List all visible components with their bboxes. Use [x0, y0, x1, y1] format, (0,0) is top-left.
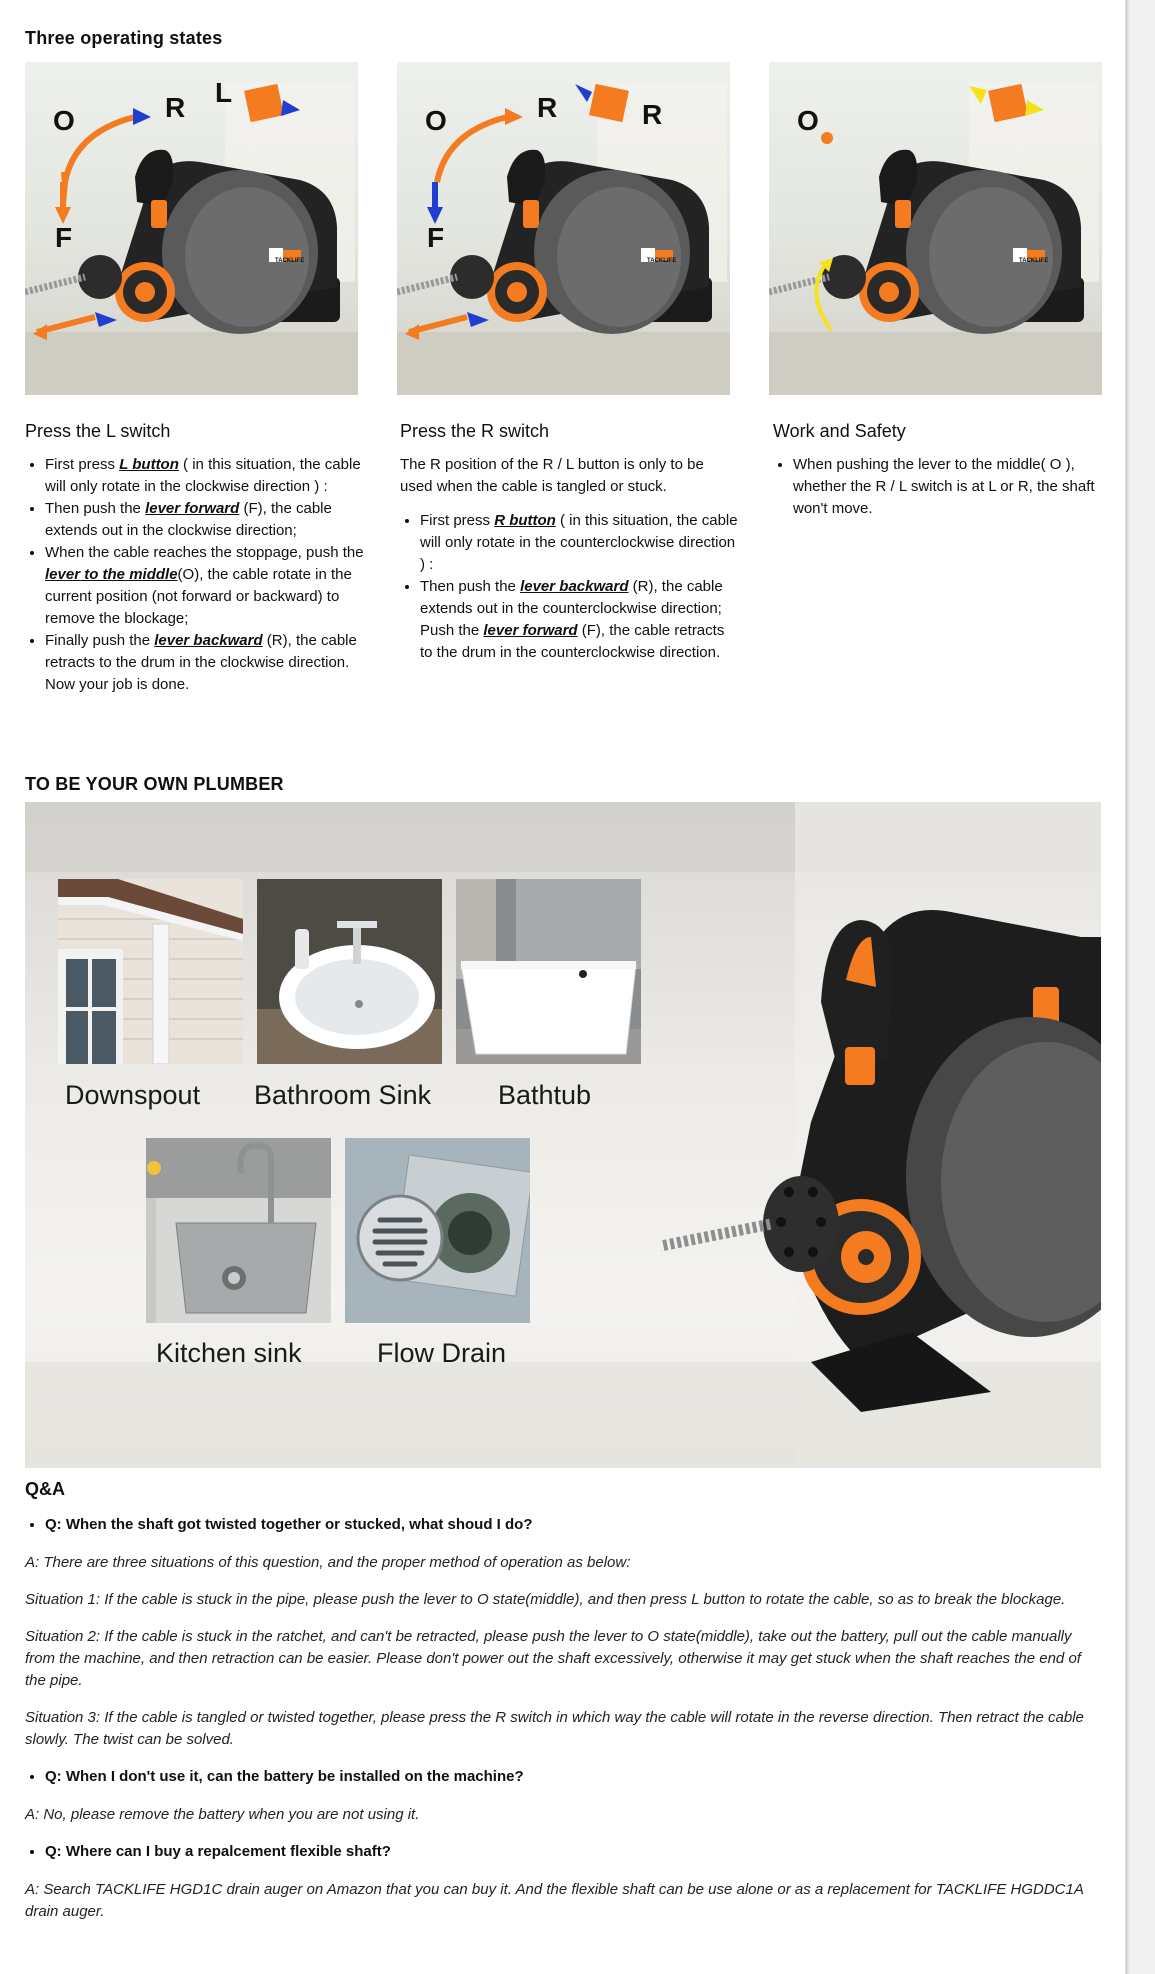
label-o: O: [797, 105, 819, 136]
work-safety-column: [773, 418, 1113, 520]
brand-label: TACKLIFE: [647, 258, 677, 264]
tile-label-kitchen-sink: Kitchen sink: [156, 1338, 302, 1368]
tile-bathtub-image: [456, 879, 641, 1064]
label-o: O: [425, 105, 447, 136]
list-item: • When the cable reaches the stoppage, push the lever to the middle(O), the cable rotate in the current position (not forward or backward) to remove the blockage;: [45, 542, 365, 630]
tile-label-bathroom-sink: Bathroom Sink: [254, 1080, 432, 1110]
list-item: • First press L button ( in this situation, the cable will only rotate in the clockwise direction ) :: [45, 454, 365, 498]
r-switch-steps: [400, 510, 740, 664]
list-item: • Then push the lever backward (R), the cable extends out in the counterclockwise direction; Push the lever forward (F), the cable retracts to the drum in the counterclockwise direction.: [420, 576, 740, 664]
qa-question-2: [25, 1766, 1105, 1788]
label-r: R: [537, 92, 558, 123]
question: • Q: When I don't use it, can the battery be installed on the machine?: [45, 1766, 1105, 1788]
question: • Q: When the shaft got twisted together or stucked, what shoud I do?: [45, 1514, 1105, 1536]
tile-kitchen-sink-image: [146, 1138, 331, 1323]
r-switch-title: Press the R switch: [400, 421, 550, 441]
answer-situation-2: Situation 2: If the cable is stuck in the ratchet, and can't be retracted, please push the lever to O state(middle), take out the battery, pull out the cable manually from the machine, and then retraction can be easier. Please don't power out the shaft excessively, otherwise it may get stuck when the shaft reaches the end of the pipe.: [25, 1628, 1081, 1689]
qa-heading: Q&A: [25, 1479, 65, 1499]
qa-section: [25, 1478, 1105, 1938]
state-image-r-switch: [397, 62, 730, 395]
list-item: • When pushing the lever to the middle( O ), whether the R / L switch is at L or R, the shaft won't move.: [793, 454, 1113, 520]
drain-auger-large-graphic: [661, 892, 1101, 1412]
tile-flow-drain-image: [345, 1138, 530, 1323]
brand-label: TACKLIFE: [1019, 258, 1049, 264]
plumber-heading: TO BE YOUR OWN PLUMBER: [25, 774, 284, 794]
work-safety-title: Work and Safety: [773, 421, 906, 441]
three-states-heading: Three operating states: [25, 28, 223, 48]
qa-question-1: [25, 1514, 1105, 1536]
label-f: F: [427, 222, 445, 253]
l-switch-column: [25, 418, 365, 696]
tile-label-flow-drain: Flow Drain: [377, 1338, 507, 1368]
answer-3: A: Search TACKLIFE HGD1C drain auger on Amazon that you can buy it. And the flexible shaft can be use alone or as a replacement for TACKLIFE HGDDC1A drain auger.: [25, 1881, 1084, 1920]
answer-2: A: No, please remove the battery when you are not using it.: [25, 1806, 420, 1823]
state-image-work-safety: [769, 62, 1102, 395]
list-item: • Then push the lever forward (F), the cable extends out in the clockwise direction;: [45, 498, 365, 542]
label-r-switch: R: [642, 99, 663, 130]
r-switch-intro: The R position of the R / L button is only to be used when the cable is tangled or stuck.: [400, 456, 704, 495]
answer-situation-3: Situation 3: If the cable is tangled or twisted together, please press the R switch in which way the cable will rotate in the reverse direction. Then retract the cable slowly. The twist can be solved.: [25, 1709, 1084, 1748]
r-switch-column: [400, 418, 740, 664]
applications-banner: [25, 802, 1101, 1468]
brand-label: TACKLIFE: [275, 258, 305, 264]
state-image-l-switch: [25, 62, 358, 395]
l-switch-title: Press the L switch: [25, 421, 171, 441]
list-item: • First press R button ( in this situation, the cable will only rotate in the counterclockwise direction ) :: [420, 510, 740, 576]
answer-intro: A: There are three situations of this question, and the proper method of operation as below:: [25, 1554, 631, 1571]
l-switch-steps: [25, 454, 365, 696]
work-safety-list: [773, 454, 1113, 520]
qa-question-3: [25, 1841, 1105, 1863]
question: • Q: Where can I buy a repalcement flexible shaft?: [45, 1841, 1105, 1863]
list-item: • Finally push the lever backward (R), the cable retracts to the drum in the clockwise direction. Now your job is done.: [45, 630, 365, 696]
tile-label-downspout: Downspout: [65, 1080, 201, 1110]
window-scroll-edge[interactable]: [1125, 0, 1155, 1974]
label-r: R: [165, 92, 186, 123]
tile-label-bathtub: Bathtub: [498, 1080, 592, 1110]
tile-downspout-image: [58, 879, 243, 1064]
label-f: F: [55, 222, 73, 253]
tile-bathroom-sink-image: [257, 879, 442, 1064]
answer-situation-1: Situation 1: If the cable is stuck in the pipe, please push the lever to O state(middle), and then press L button to rotate the cable, so as to break the blockage.: [25, 1591, 1066, 1608]
label-o: O: [53, 105, 75, 136]
label-l: L: [215, 77, 233, 108]
